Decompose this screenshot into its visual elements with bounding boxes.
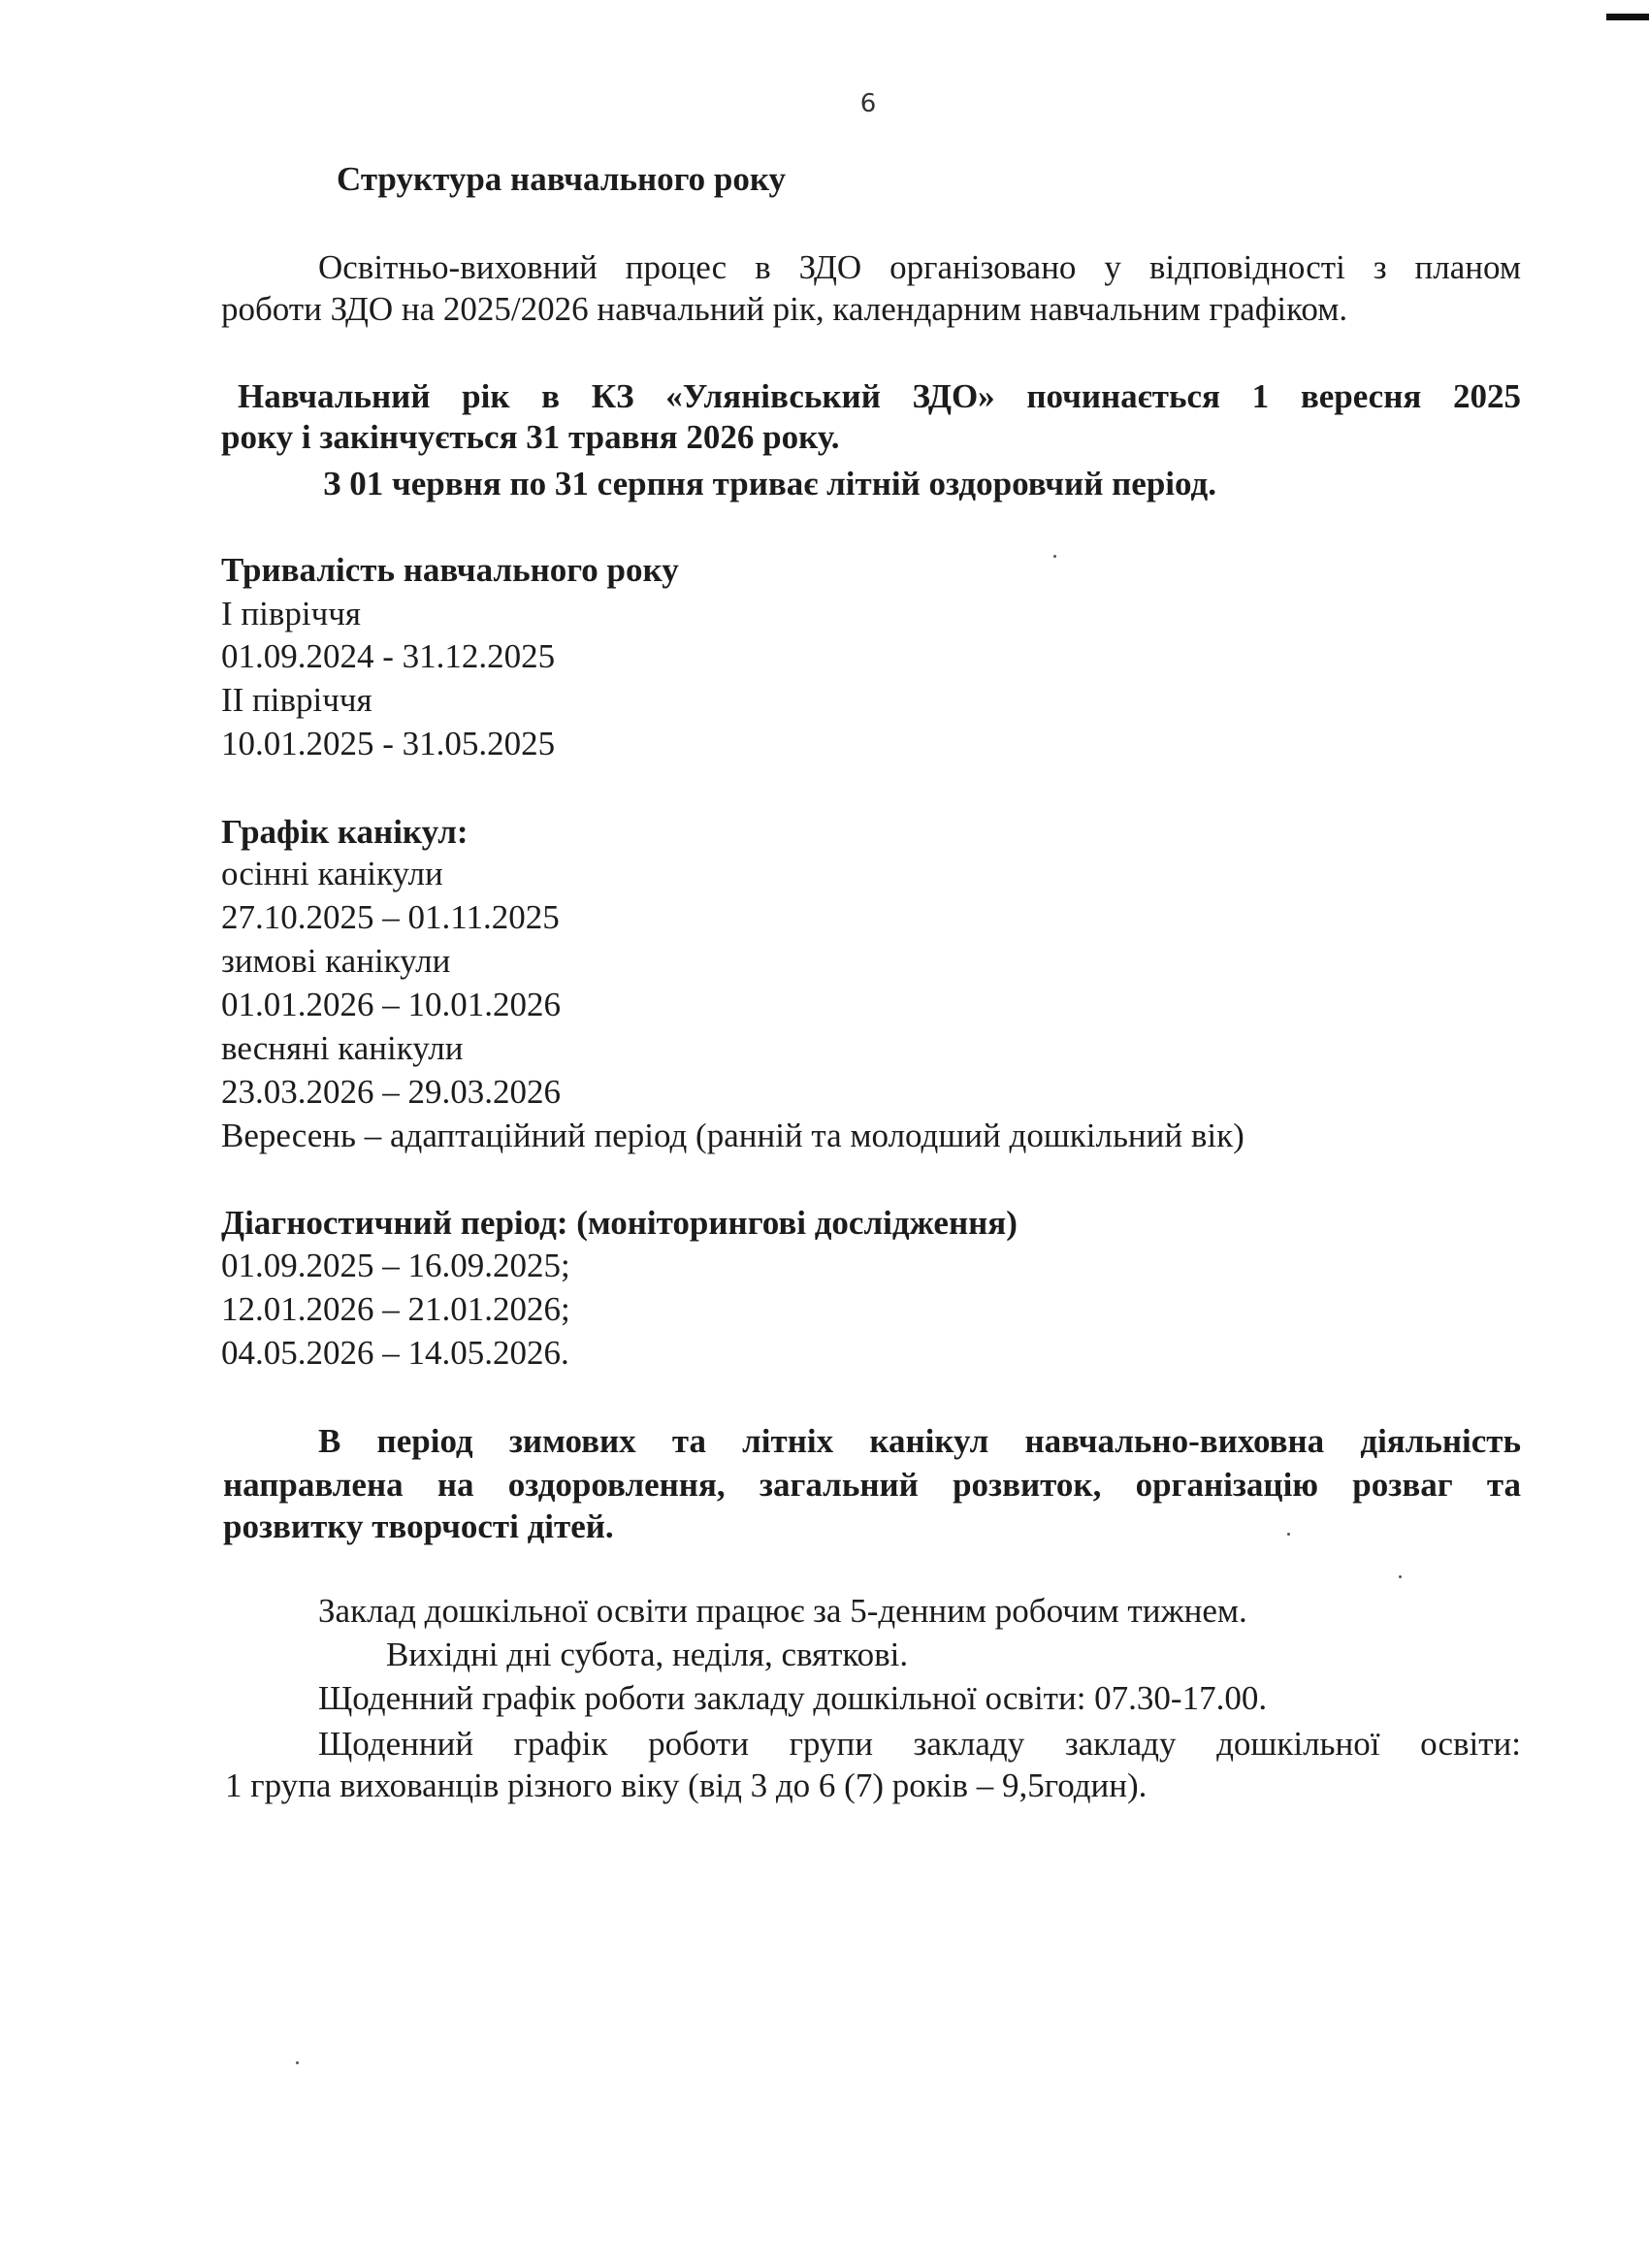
semester-1-dates: 01.09.2024 - 31.12.2025 [221, 637, 556, 675]
holiday-activity-line-2: направлена на оздоровлення, загальний розвиток, організацію розваг та [223, 1466, 1521, 1504]
year-start-line: Навчальний рік в КЗ «Улянівський ЗДО» починається 1 вересня 2025 [238, 377, 1521, 415]
duration-heading: Тривалість навчального року [221, 551, 679, 589]
holidays-heading: Графік канікул: [221, 813, 469, 851]
group-daily-schedule-line-2: 1 група вихованців різного віку (від 3 до 6 (7) років – 9,5годин). [225, 1766, 1148, 1804]
holiday-activity-line-1: В період зимових та літніх канікул навчально-виховна діяльність [318, 1422, 1521, 1460]
summer-period-line: З 01 червня по 31 серпня триває літній оздоровчий період. [323, 465, 1216, 502]
page-number: 6 [859, 89, 877, 118]
semester-1-label: І півріччя [221, 595, 361, 632]
autumn-holidays-dates: 27.10.2025 – 01.11.2025 [221, 898, 560, 936]
intro-line-1: Освітньо-виховний процес в ЗДО організовано у відповідності з планом [318, 248, 1521, 286]
diagnostics-period-1: 01.09.2025 – 16.09.2025; [221, 1247, 570, 1284]
diagnostics-period-3: 04.05.2026 – 14.05.2026. [221, 1334, 569, 1372]
scan-speck [1287, 1533, 1290, 1536]
year-end-line: року і закінчується 31 травня 2026 року. [221, 418, 840, 456]
scan-speck [1399, 1575, 1402, 1578]
institution-daily-schedule: Щоденний графік роботи закладу дошкільної освіти: 07.30-17.00. [318, 1679, 1268, 1717]
scan-speck [296, 2061, 299, 2064]
scan-speck [1053, 555, 1056, 558]
winter-holidays-label: зимові канікули [221, 942, 451, 980]
winter-holidays-dates: 01.01.2026 – 10.01.2026 [221, 986, 561, 1023]
intro-line-2: роботи ЗДО на 2025/2026 навчальний рік, календарним навчальним графіком. [221, 290, 1348, 328]
scan-edge-mark [1606, 14, 1649, 20]
adaptation-period: Вересень – адаптаційний період (ранній та молодший дошкільний вік) [221, 1117, 1245, 1154]
semester-2-dates: 10.01.2025 - 31.05.2025 [221, 725, 556, 762]
group-daily-schedule-line-1: Щоденний графік роботи групи закладу закладу дошкільної освіти: [318, 1725, 1521, 1763]
autumn-holidays-label: осінні канікули [221, 855, 443, 892]
holiday-activity-line-3: розвитку творчості дітей. [223, 1507, 614, 1545]
page-title: Структура навчального року [337, 160, 787, 198]
semester-2-label: ІІ півріччя [221, 681, 372, 719]
diagnostics-period-2: 12.01.2026 – 21.01.2026; [221, 1290, 570, 1328]
diagnostics-heading: Діагностичний період: (моніторингові дослідження) [221, 1204, 1018, 1242]
spring-holidays-label: весняні канікули [221, 1029, 464, 1067]
work-week: Заклад дошкільної освіти працює за 5-денним робочим тижнем. [318, 1592, 1247, 1630]
days-off: Вихідні дні субота, неділя, святкові. [386, 1636, 909, 1673]
spring-holidays-dates: 23.03.2026 – 29.03.2026 [221, 1073, 561, 1111]
